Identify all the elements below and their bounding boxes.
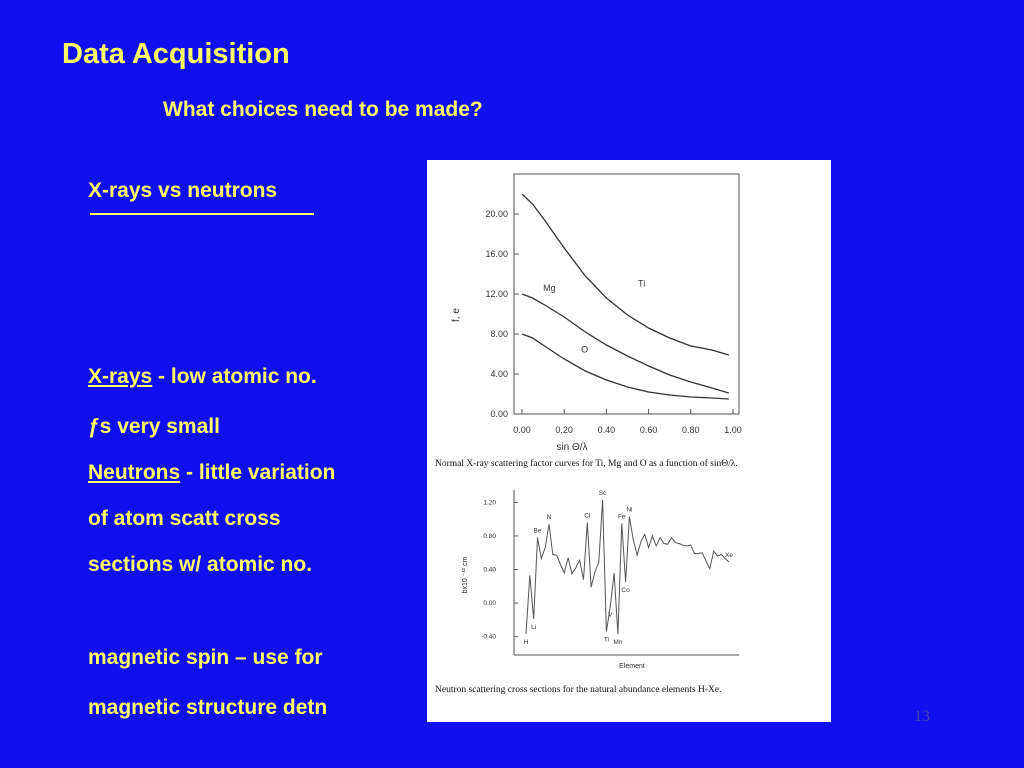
atom-line: of atom scatt cross — [88, 507, 281, 530]
slide-title: Data Acquisition — [62, 38, 290, 70]
neutron-element-label: Xe — [725, 551, 733, 559]
neutron-element-label: N — [546, 514, 552, 522]
figure-svg — [427, 160, 831, 722]
neutron-ylabel: bx10 ⁻¹² cm — [462, 556, 469, 594]
neutron-caption: Neutron scattering cross sections for the natural abundance elements H-Xe. — [435, 685, 722, 695]
xray-series-label: Mg — [543, 283, 556, 293]
xray-series-line — [522, 334, 729, 399]
neutron-element-label: Ti — [603, 636, 610, 644]
neutron-element-label: V — [608, 611, 613, 619]
xrays-term: X-rays — [88, 365, 153, 388]
xray-y-tick-label: 4.00 — [490, 369, 508, 379]
neutron-element-label: Fe — [617, 513, 626, 521]
neutron-element-label: Co — [621, 587, 630, 595]
xray-caption: Normal X-ray scattering factor curves for Ti, Mg and O as a function of sinΘ/λ. — [435, 459, 738, 469]
neutron-element-label: Li — [531, 623, 537, 631]
xray-y-tick-label: 12.00 — [485, 289, 508, 299]
xray-series-label: Ti — [638, 278, 646, 289]
xrays-line — [88, 365, 317, 389]
xray-y-tick-label: 16.00 — [485, 249, 508, 259]
neutron-element-label: Sc — [598, 489, 607, 497]
xrays-desc: - low atomic no. — [152, 365, 317, 388]
fs-line: ƒs very small — [88, 415, 220, 438]
neutron-element-label: Mn — [613, 639, 623, 647]
xray-xlabel: sin Θ/λ — [556, 442, 588, 453]
neutron-element-label: Cl — [584, 512, 591, 520]
xray-y-tick-label: 20.00 — [485, 209, 508, 219]
xray-y-tick-label: 0.00 — [490, 409, 508, 419]
xray-chart — [435, 174, 742, 469]
figure-panel — [427, 160, 831, 722]
neutron-element-label: Be — [533, 527, 542, 535]
magnetic-line-1: magnetic spin – use for — [88, 646, 323, 669]
page-number: 13 — [914, 708, 930, 725]
neutron-y-tick-label: 0.00 — [483, 600, 496, 608]
xray-x-tick-label: 0.40 — [597, 425, 616, 435]
magnetic-line-2: magnetic structure detn — [88, 696, 328, 719]
xray-series-line — [522, 294, 729, 393]
neutrons-term: Neutrons — [88, 461, 181, 484]
neutron-xlabel: Element — [619, 663, 645, 670]
neutron-chart — [435, 490, 739, 695]
neutron-element-label: H — [523, 639, 529, 647]
xray-x-tick-label: 0.80 — [682, 425, 700, 435]
neutron-y-tick-label: 0.40 — [483, 566, 496, 574]
xray-y-tick-label: 8.00 — [490, 329, 508, 339]
xray-x-tick-label: 1.00 — [724, 425, 742, 435]
neutron-y-tick-label: 0.80 — [483, 532, 496, 540]
neutron-series-line — [526, 500, 729, 634]
slide-subtitle: What choices need to be made? — [163, 98, 483, 121]
neutrons-line — [88, 461, 335, 485]
sections-line: sections w/ atomic no. — [88, 553, 313, 576]
xray-series-line — [522, 194, 729, 355]
neutron-element-label: Ni — [626, 506, 633, 514]
section-heading: X-rays vs neutrons — [88, 179, 278, 202]
neutron-y-tick-label: 1.20 — [483, 499, 496, 507]
neutrons-desc: - little variation — [180, 461, 336, 484]
section-heading-rule — [90, 213, 314, 215]
xray-series-label: O — [581, 344, 589, 355]
xray-ylabel: f, e — [451, 308, 462, 322]
xray-x-tick-label: 0.20 — [555, 425, 573, 435]
neutron-y-tick-label: -0.40 — [481, 633, 496, 641]
xray-plot-frame — [514, 174, 739, 414]
xray-x-tick-label: 0.60 — [639, 425, 658, 435]
xray-x-tick-label: 0.00 — [513, 425, 531, 435]
